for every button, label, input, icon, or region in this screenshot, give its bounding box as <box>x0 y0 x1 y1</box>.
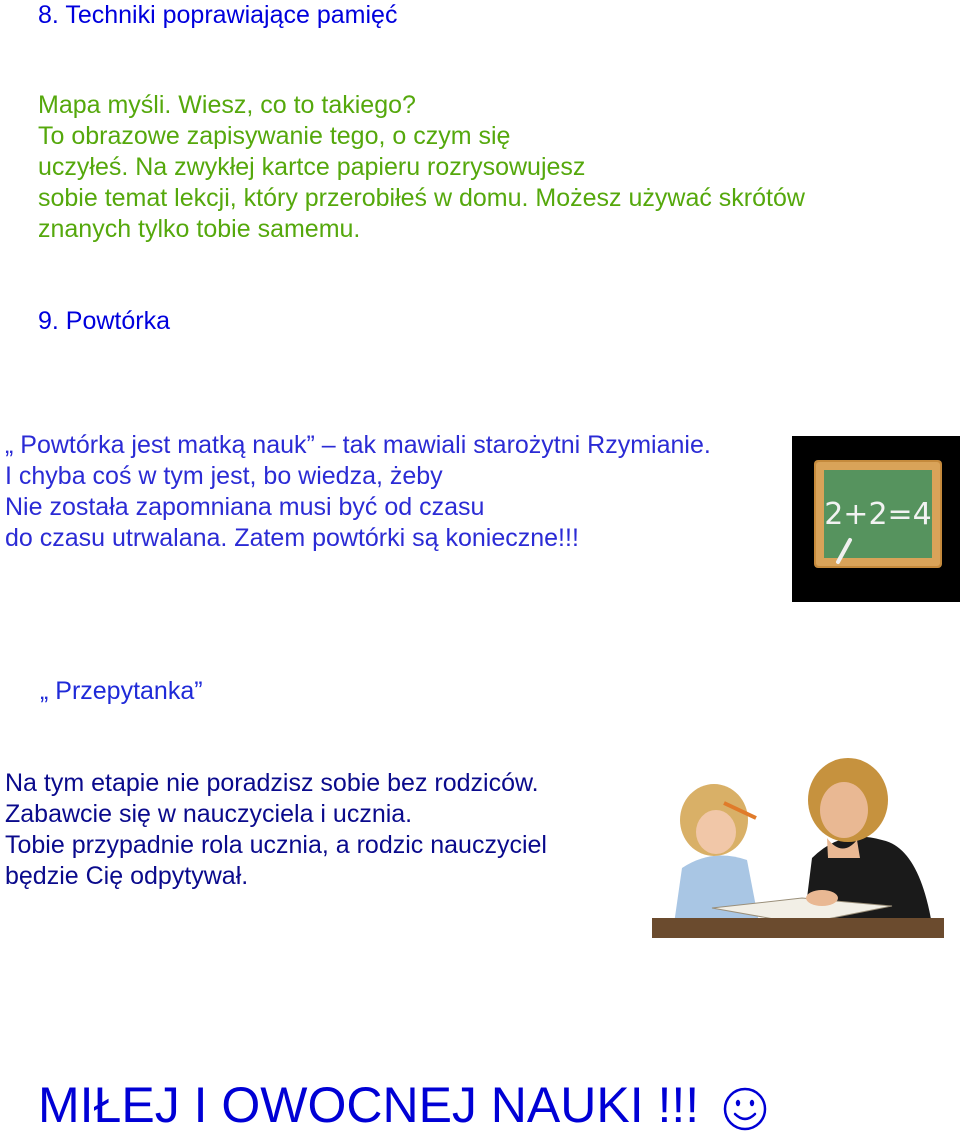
paragraph-line: do czasu utrwalana. Zatem powtórki są konieczne!!! <box>5 524 579 552</box>
paragraph-line: znanych tylko tobie samemu. <box>38 215 361 243</box>
closing-banner <box>38 1074 767 1136</box>
paragraph-line: Na tym etapie nie poradzisz sobie bez rodziców. <box>5 769 539 797</box>
closing-text: MIŁEJ I OWOCNEJ NAUKI !!! <box>38 1077 700 1133</box>
paragraph-line: To obrazowe zapisywanie tego, o czym się <box>38 122 511 150</box>
section-8-heading: 8. Techniki poprawiające pamięć <box>38 1 398 29</box>
section-9-heading: 9. Powtórka <box>38 307 171 335</box>
przepytanka-heading: „ Przepytanka” <box>40 677 203 705</box>
przepytanka-paragraph <box>5 768 547 892</box>
paragraph-line: Zabawcie się w nauczyciela i ucznia. <box>5 800 413 828</box>
smiley-icon <box>723 1087 767 1131</box>
paragraph-line: będzie Cię odpytywał. <box>5 862 249 890</box>
chalkboard-icon <box>792 436 960 602</box>
mindmap-paragraph <box>38 90 805 245</box>
paragraph-line: Tobie przypadnie rola ucznia, a rodzic nauczyciel <box>5 831 547 859</box>
paragraph-line: Mapa myśli. Wiesz, co to takiego? <box>38 91 416 119</box>
study-photo <box>652 748 944 938</box>
paragraph-line: Nie została zapomniana musi być od czasu <box>5 493 485 521</box>
powtorka-paragraph <box>5 430 711 554</box>
paragraph-line: „ Powtórka jest matką nauk” – tak mawiali starożytni Rzymianie. <box>5 431 711 459</box>
paragraph-line: uczyłeś. Na zwykłej kartce papieru rozrysowujesz <box>38 153 586 181</box>
paragraph-line: sobie temat lekcji, który przerobiłeś w domu. Możesz używać skrótów <box>38 184 805 212</box>
chalkboard-text: 2+2=4 <box>824 497 932 532</box>
paragraph-line: I chyba coś w tym jest, bo wiedza, żeby <box>5 462 443 490</box>
